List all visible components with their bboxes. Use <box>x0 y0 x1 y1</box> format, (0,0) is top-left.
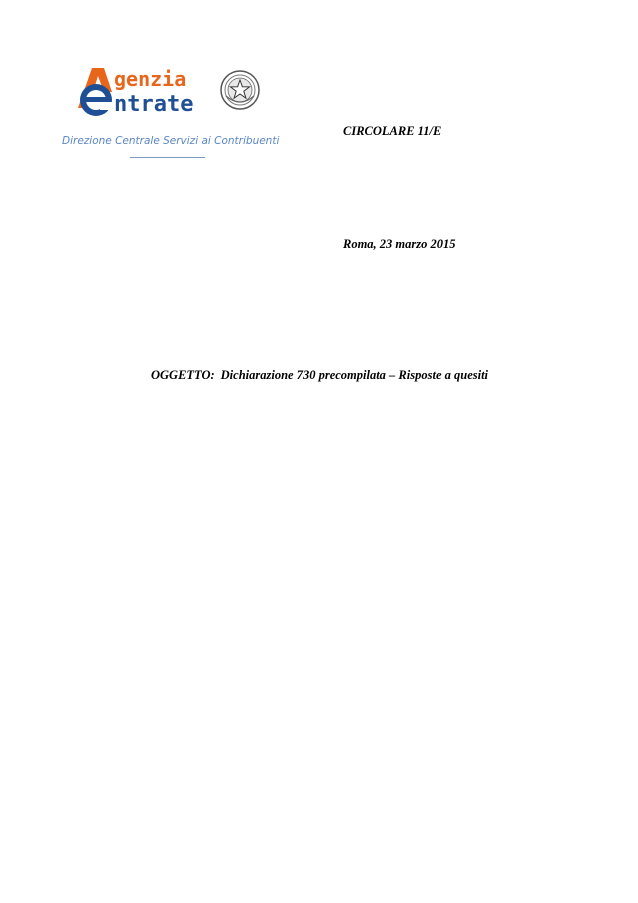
republic-emblem-icon <box>221 71 259 109</box>
department-name: Direzione Centrale Servizi ai Contribuenti <box>62 135 280 147</box>
subject-text: Dichiarazione 730 precompilata – Risposte a quesiti <box>220 368 489 382</box>
agenzia-entrate-logo <box>74 62 264 122</box>
logo-wordmark-line1: genzia <box>114 67 187 91</box>
circular-number: CIRCOLARE 11/E <box>343 124 442 138</box>
logo-wordmark-line2: ntrate <box>114 92 194 117</box>
subject-label: OGGETTO: <box>151 368 215 382</box>
place-and-date: Roma, 23 marzo 2015 <box>343 237 456 251</box>
subject-line <box>151 368 488 383</box>
department-underline <box>130 157 205 158</box>
